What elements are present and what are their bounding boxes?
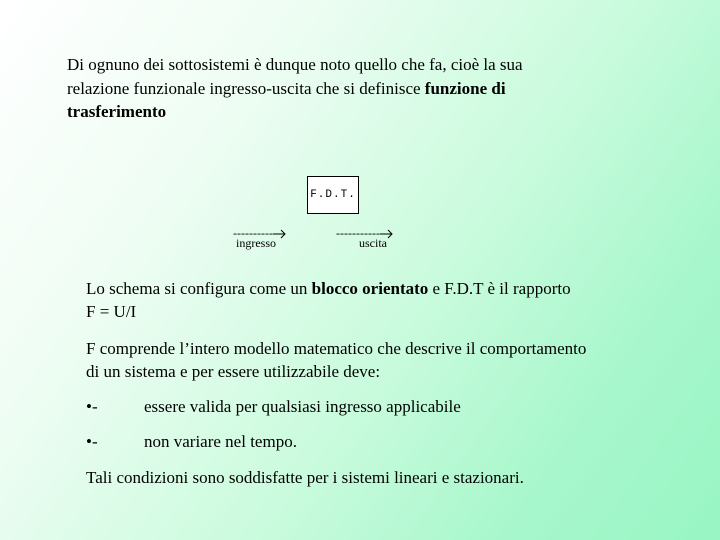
- intro-line-3: [67, 100, 523, 124]
- conclusion-text: Tali condizioni sono soddisfatte per i sistemi lineari e stazionari.: [86, 468, 524, 487]
- intro-line-2-text: relazione funzionale ingresso-uscita che si definisce: [67, 78, 425, 98]
- bullet-item: essere valida per qualsiasi ingresso applicabile: [144, 397, 461, 416]
- model-paragraph: [86, 337, 586, 383]
- block-paragraph-line-1: [86, 277, 571, 300]
- output-label: uscita: [359, 236, 387, 250]
- block-paragraph-text-c: e F.D.T è il rapporto: [428, 279, 571, 298]
- output-arrow-dashes: -----------: [336, 226, 380, 240]
- fdt-block-label: F.D.T.: [310, 189, 356, 201]
- intro-term-trasferimento: trasferimento: [67, 102, 167, 121]
- block-paragraph-text-a: Lo schema si configura come un: [86, 279, 312, 298]
- block-term: blocco orientato: [311, 279, 429, 298]
- input-arrow-dashes: ----------: [233, 226, 273, 240]
- model-paragraph-line-1: F comprende l’intero modello matematico che descrive il comportamento: [86, 339, 587, 358]
- intro-term-funzione: funzione di: [424, 78, 506, 98]
- input-label: ingresso: [236, 236, 276, 250]
- intro-line-2: [67, 77, 523, 101]
- bullet-item: non variare nel tempo.: [144, 432, 297, 451]
- model-paragraph-line-2: di un sistema e per essere utilizzabile deve:: [86, 362, 381, 381]
- bullet-marker: •-: [86, 432, 98, 451]
- intro-line-1: Di ognuno dei sottosistemi è dunque noto quello che fa, cioè la sua: [67, 55, 523, 74]
- block-paragraph: [86, 277, 571, 323]
- ratio-formula: F = U/I: [86, 302, 137, 321]
- bullet-marker: •-: [86, 397, 98, 416]
- intro-paragraph: [67, 53, 523, 124]
- fdt-block: [307, 176, 359, 214]
